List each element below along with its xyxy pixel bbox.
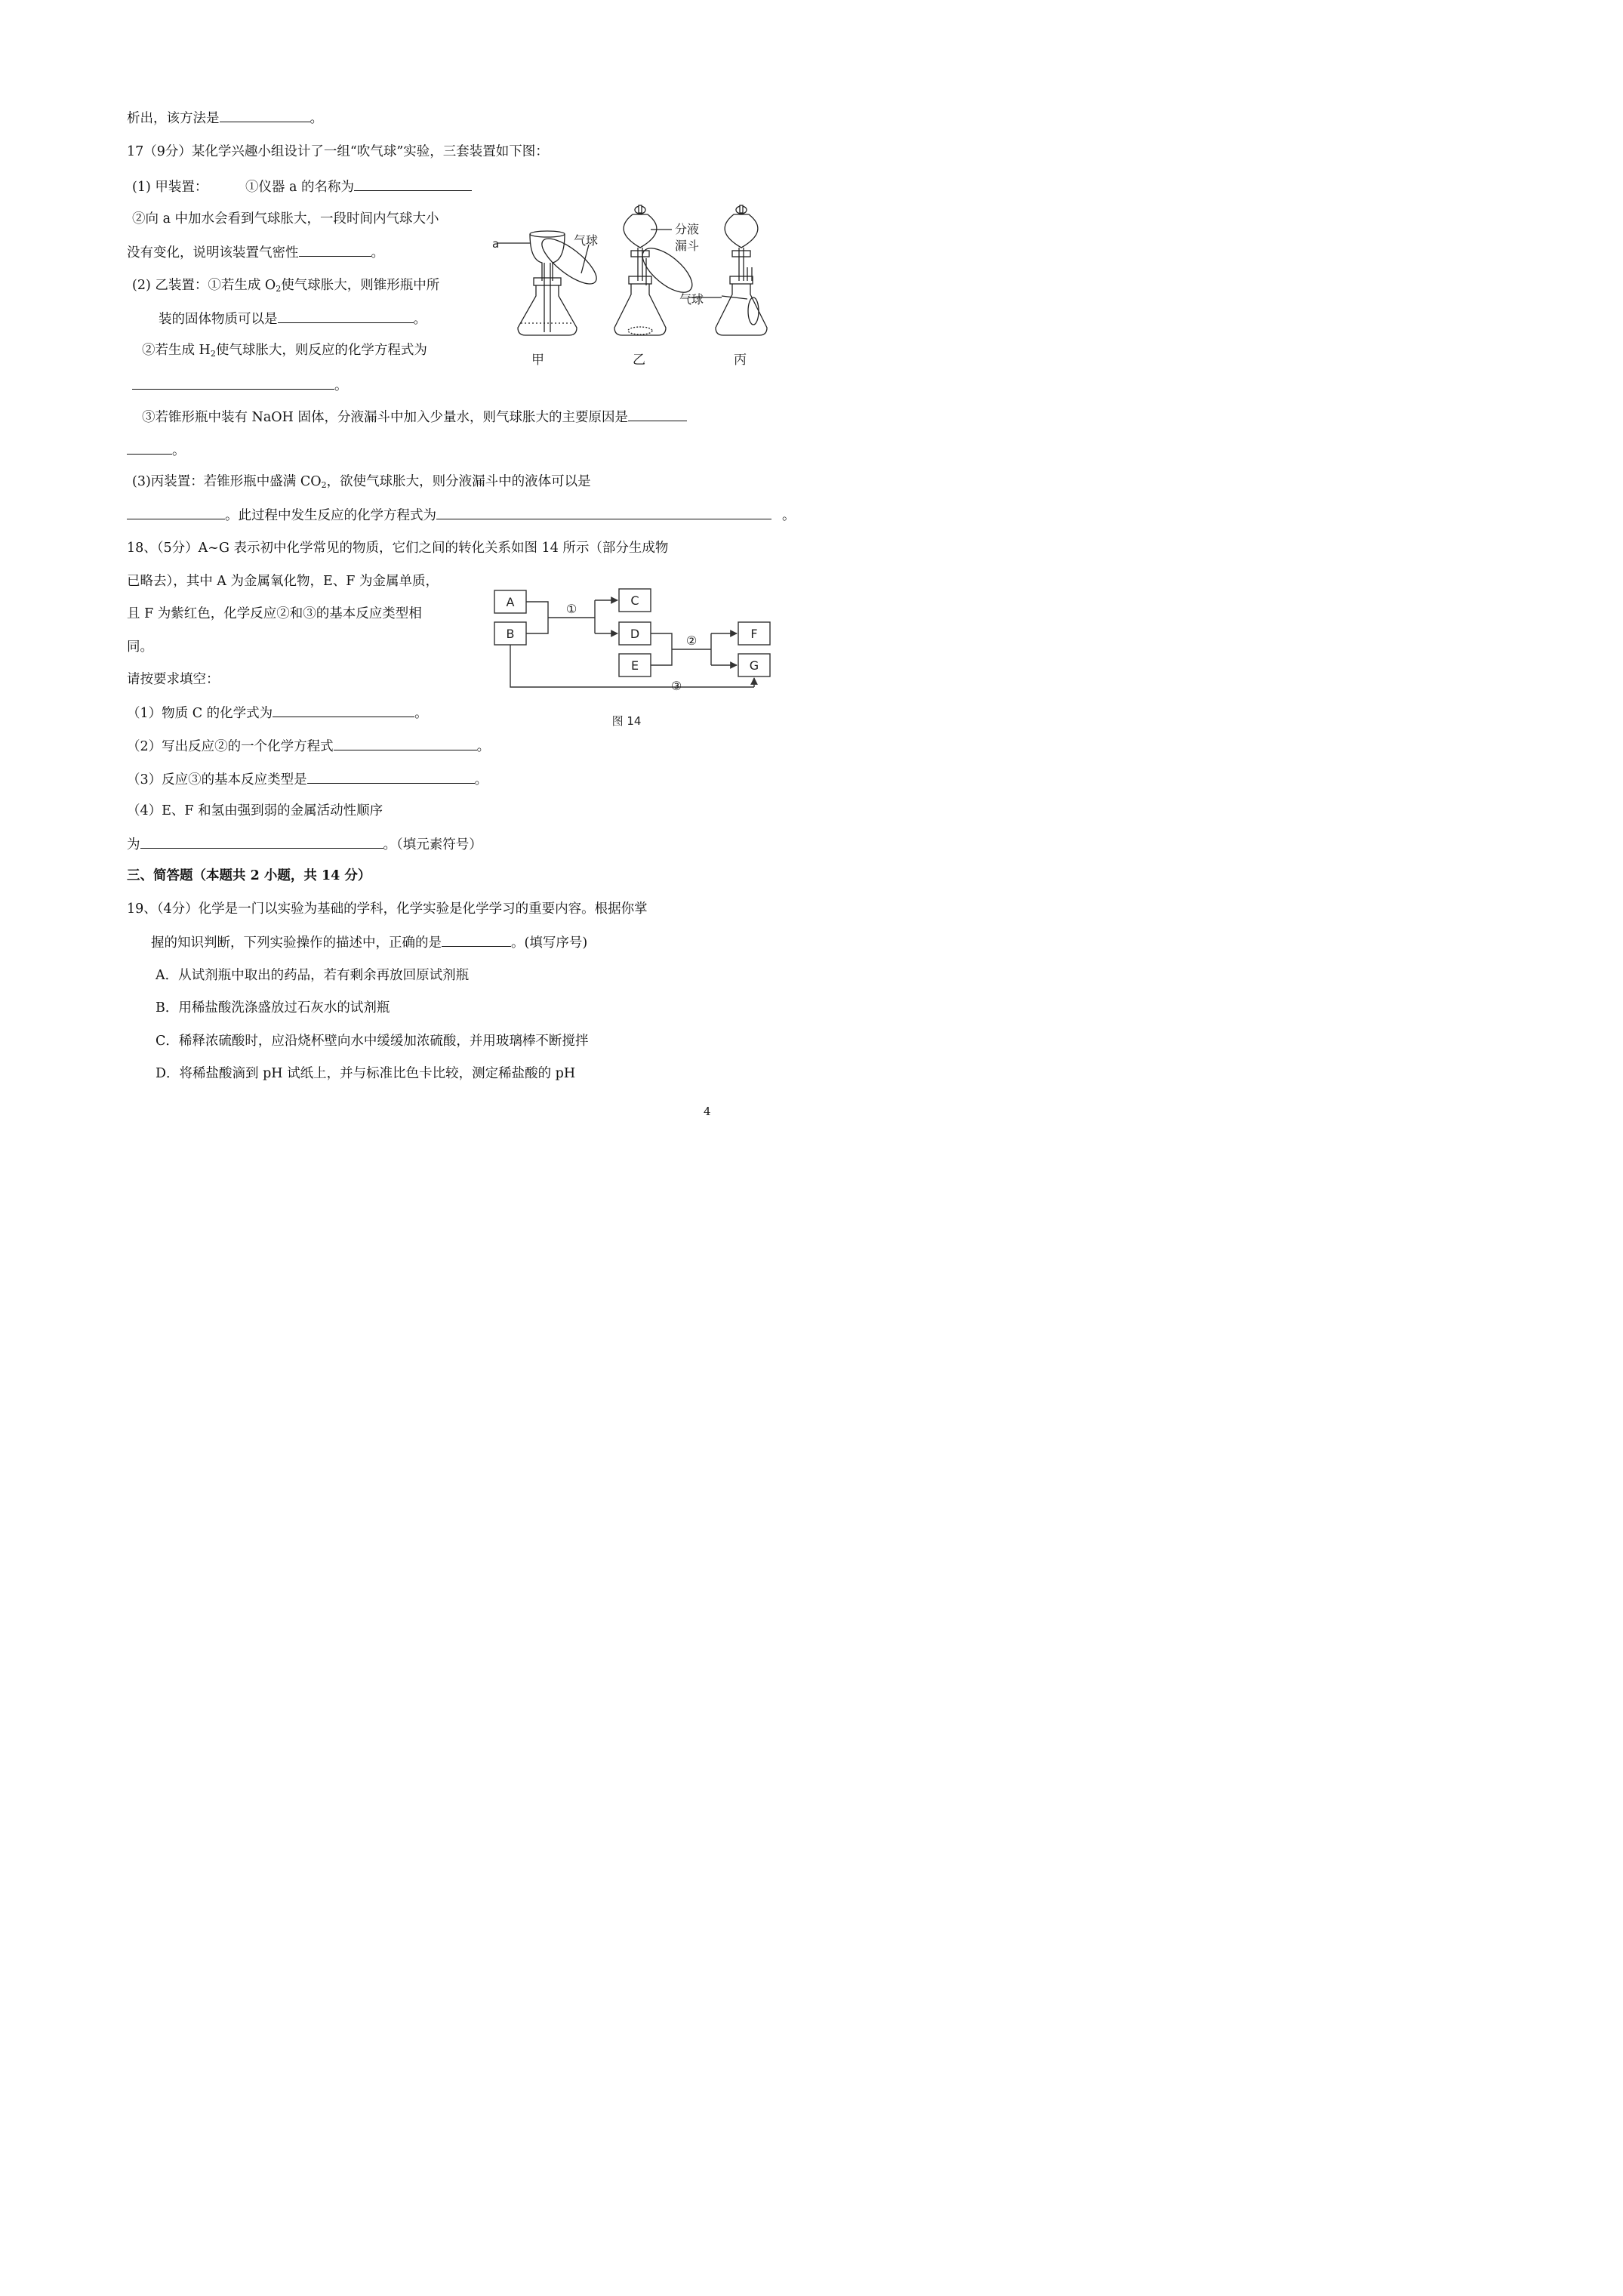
q18-s4c-text: 。（填元素符号） [383,837,482,852]
label-C: C [630,593,639,608]
q17-p2c [142,341,427,363]
q17-p2e-text: ③若锥形瓶中装有 NaOH 固体，分液漏斗中加入少量水，则气球胀大的主要原因是 [142,410,628,425]
caption-bing: 丙 [734,353,747,368]
period: 。 [334,378,348,393]
q17-p2a-text2: 使气球胀大，则锥形瓶中所 [281,278,440,293]
answer-blank[interactable] [442,933,511,947]
q17-p2a-text: (2) 乙装置：①若生成 O [132,278,276,293]
label-balloon-2: 气球 [679,292,704,307]
q19-option-b: B．用稀盐酸洗涤盛放过石灰水的试剂瓶 [156,1000,390,1015]
q19-l2 [151,933,587,952]
answer-blank[interactable] [127,506,225,519]
q19-l2-tail: 。(填写序号) [511,935,588,951]
q18-s3-text: （3）反应③的基本反应类型是 [127,772,307,787]
period: 。 [310,111,323,126]
q18-s4a: （4）E、F 和氢由强到弱的金属活动性顺序 [127,803,383,818]
label-reaction-1: ① [565,602,577,616]
q19-title: 19、（4分）化学是一门以实验为基础的学科，化学实验是化学学习的重要内容。根据你掌 [127,901,648,917]
caption-jia: 甲 [531,353,544,368]
apparatus-yi [614,205,722,335]
q19-option-c: C．稀释浓硫酸时，应沿烧杯壁向水中缓缓加浓硫酸，并用玻璃棒不断搅拌 [156,1034,589,1049]
q17-p3b [127,506,796,525]
q19-option-a: A．从试剂瓶中取出的药品，若有剩余再放回原试剂瓶 [156,968,470,983]
answer-blank[interactable] [307,770,475,784]
answer-blank[interactable] [299,243,371,257]
period: 。 [172,443,186,458]
q18-s2 [127,737,490,756]
q19-l2-text: 握的知识判断，下列实验操作的描述中，正确的是 [151,935,442,951]
label-reaction-3: ③ [670,679,682,693]
q17-p2a [132,276,439,298]
answer-blank[interactable] [354,177,472,191]
answer-blank[interactable] [278,310,414,323]
answer-blank[interactable] [436,506,771,519]
q17-p3b-text: 。此过程中发生反应的化学方程式为 [225,508,436,523]
subscript: 2 [210,349,216,359]
label-funnel-2: 漏斗 [675,239,700,253]
line-top [127,109,323,128]
q18-s2-text: （2）写出反应②的一个化学方程式 [127,739,334,754]
q17-p1-label: (1) 甲装置： [132,180,208,195]
q17-p3a [132,473,591,495]
label-A: A [506,595,515,609]
label-F: F [750,627,758,641]
line-top-text: 析出，该方法是 [127,111,220,126]
subscript: 2 [321,480,327,490]
q18-l4: 同。 [127,639,153,655]
label-G: G [749,658,759,673]
period: 。 [782,508,796,523]
figure-caption: 图 14 [611,714,642,728]
q17-p2e-cont [127,441,186,460]
q17-p2e [142,408,687,427]
q18-l3: 且 F 为紫红色，化学反应②和③的基本反应类型相 [127,606,422,621]
q17-p1-q2b [127,243,384,262]
answer-blank[interactable] [132,376,334,390]
q18-l2: 已略去），其中 A 为金属氧化物，E、F 为金属单质， [127,574,439,589]
q17-p3a-text: (3)丙装置：若锥形瓶中盛满 CO [132,474,322,489]
apparatus-figure [491,198,778,371]
q17-p1-q2b-text: 没有变化，说明该装置气密性 [127,245,299,260]
period: 。 [413,312,427,327]
label-D: D [630,627,640,641]
period: 。 [474,772,488,787]
apparatus-bing [716,205,767,335]
q19-option-d: D．将稀盐酸滴到 pH 试纸上，并与标准比色卡比较，测定稀盐酸的 pH [156,1066,576,1081]
answer-blank[interactable] [220,109,310,122]
q18-s3 [127,770,488,789]
q17-title: 17（9分）某化学兴趣小组设计了一组“吹气球”实验，三套装置如下图： [127,144,549,159]
period: 。 [371,245,384,260]
label-B: B [506,627,515,641]
period: 。 [414,706,428,721]
label-funnel-1: 分液 [675,222,700,236]
q17-p2b [159,310,427,328]
q18-l5: 请按要求填空： [127,672,220,687]
q17-p1 [132,177,472,196]
figure-14 [491,584,785,735]
label-a: a [492,237,500,251]
q18-title: 18、（5分）A~G 表示初中化学常见的物质，它们之间的转化关系如图 14 所示（部分生成物 [127,541,669,556]
answer-blank[interactable] [273,704,414,717]
subscript: 2 [276,284,282,294]
answer-blank[interactable] [140,835,383,849]
answer-blank[interactable] [628,408,687,421]
q18-s1-text: （1）物质 C 的化学式为 [127,706,273,721]
period: 。 [476,739,491,754]
q18-s4b-text: 为 [127,837,140,852]
answer-blank[interactable] [334,737,477,750]
q17-p1-q2a: ②向 a 中加水会看到气球胀大，一段时间内气球大小 [132,211,439,227]
caption-yi: 乙 [633,353,645,368]
q18-s4b [127,835,482,854]
page-number: 4 [704,1105,711,1118]
q17-p2d [132,376,348,395]
label-reaction-2: ② [685,633,698,648]
section-3-title: 三、简答题（本题共 2 小题，共 14 分） [127,868,371,883]
q17-p2b-text: 装的固体物质可以是 [159,312,278,327]
q17-p2c-text2: 使气球胀大，则反应的化学方程式为 [215,343,427,358]
q18-s1 [127,704,428,723]
q17-p3a-text2: ，欲使气球胀大，则分液漏斗中的液体可以是 [326,474,591,489]
q17-p2c-text: ②若生成 H [142,343,211,358]
label-E: E [630,658,639,673]
label-balloon-1: 气球 [574,233,599,248]
answer-blank[interactable] [127,441,172,455]
q17-p1-q1: ①仪器 a 的名称为 [245,180,354,195]
